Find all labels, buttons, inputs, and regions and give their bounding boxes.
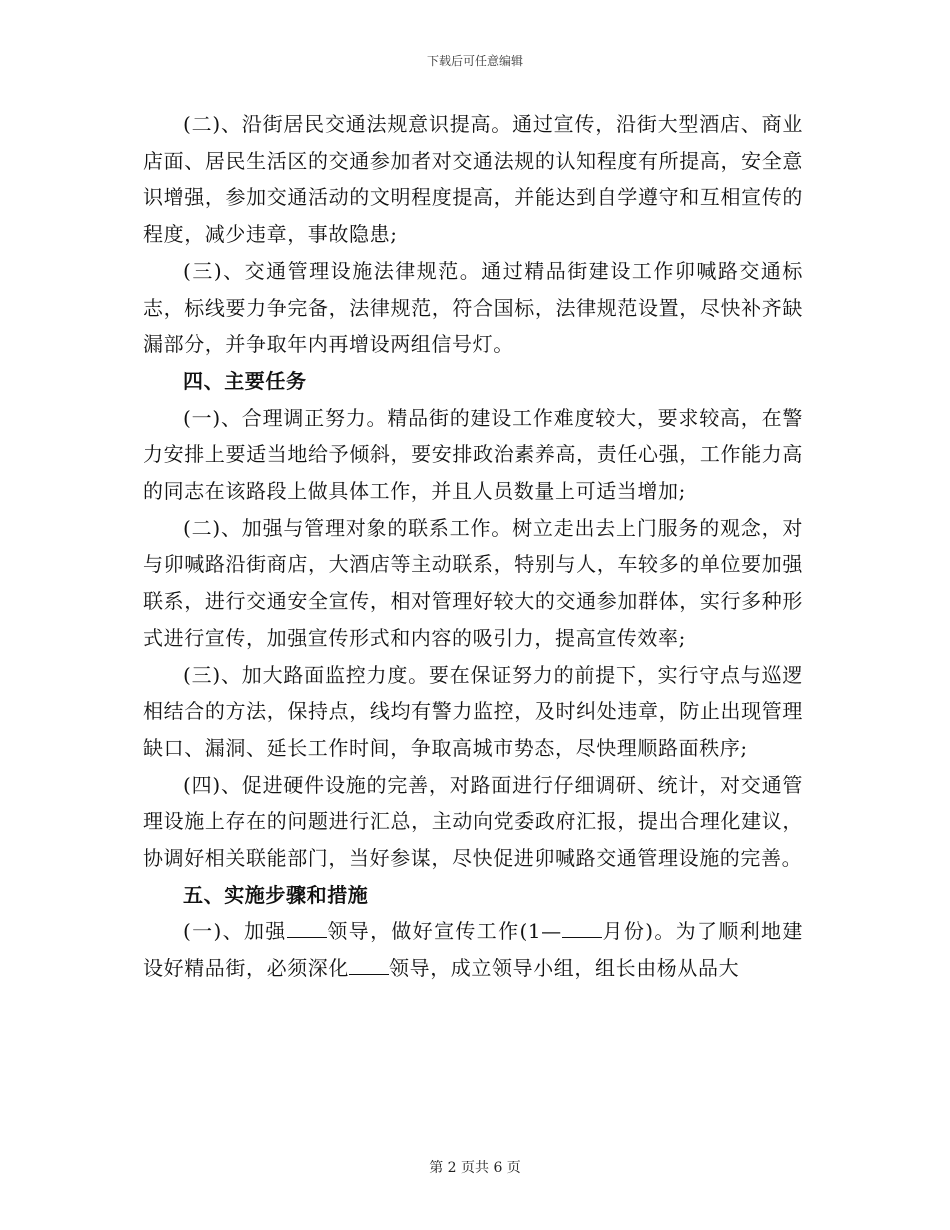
- text-segment: (一)、加强: [183, 919, 287, 944]
- page-number: 第 2 页共 6 页: [429, 1160, 521, 1176]
- paragraph-task-3: (三)、加大路面监控力度。要在保证努力的前提下，实行守点与巡逻相结合的方法，保持点，线均有警力监控，及时纠处违章，防止出现管理缺口、漏洞、延长工作时间，争取高城市势态，尽快理顺路面秩序;: [143, 662, 803, 760]
- paragraph-task-2: (二)、加强与管理对象的联系工作。树立走出去上门服务的观念，对与卯喊路沿街商店，大酒店等主动联系，特别与人，车较多的单位要加强联系，进行交通安全宣传，相对管理好较大的交通参加群体，实行多种形式进行宣传，加强宣传形式和内容的吸引力，提高宣传效率;: [143, 515, 803, 650]
- section-heading-steps: 五、实施步骤和措施: [183, 882, 369, 907]
- fill-in-blank: [349, 956, 389, 975]
- text-segment: 领导，做好宣传工作(1—: [326, 919, 562, 944]
- paragraph-task-1: (一)、合理调正努力。精品街的建设工作难度较大，要求较高，在警力安排上要适当地给予倾斜，要安排政治素养高，责任心强，工作能力高的同志在该路段上做具体工作，并且人员数量上可适当增加;: [143, 405, 803, 504]
- paragraph-residents-awareness: (二)、沿街居民交通法规意识提高。通过宣传，沿街大型酒店、商业店面、居民生活区的交通参加者对交通法规的认知程度有所提高，安全意识增强，参加交通活动的文明程度提高，并能达到自学遵守和互相宣传的程度，减少违章，事故隐患;: [143, 112, 803, 247]
- document-body: [143, 106, 803, 987]
- text-segment: 领导，成立领导小组，组长由杨从品大: [389, 956, 740, 981]
- paragraph-traffic-facilities: (三)、交通管理设施法律规范。通过精品街建设工作卯喊路交通标志，标线要力争完备，法律规范，符合国标，法律规范设置，尽快补齐缺漏部分，并争取年内再增设两组信号灯。: [143, 258, 803, 357]
- paragraph-task-4: (四)、促进硬件设施的完善，对路面进行仔细调研、统计，对交通管理设施上存在的问题进行汇总，主动向党委政府汇报，提出合理化建议，协调好相关联能部门，当好参谋，尽快促进卯喊路交通管理设施的完善。: [143, 772, 803, 871]
- page-header: 下载后可任意编辑: [426, 54, 523, 68]
- paragraph-step-1: [143, 913, 803, 986]
- fill-in-blank: [287, 919, 327, 938]
- fill-in-blank: [562, 919, 602, 938]
- text-segment: 月份)。为了顺利地建设好精品街，必须深化: [143, 919, 803, 981]
- section-heading-main-tasks: 四、主要任务: [183, 368, 307, 393]
